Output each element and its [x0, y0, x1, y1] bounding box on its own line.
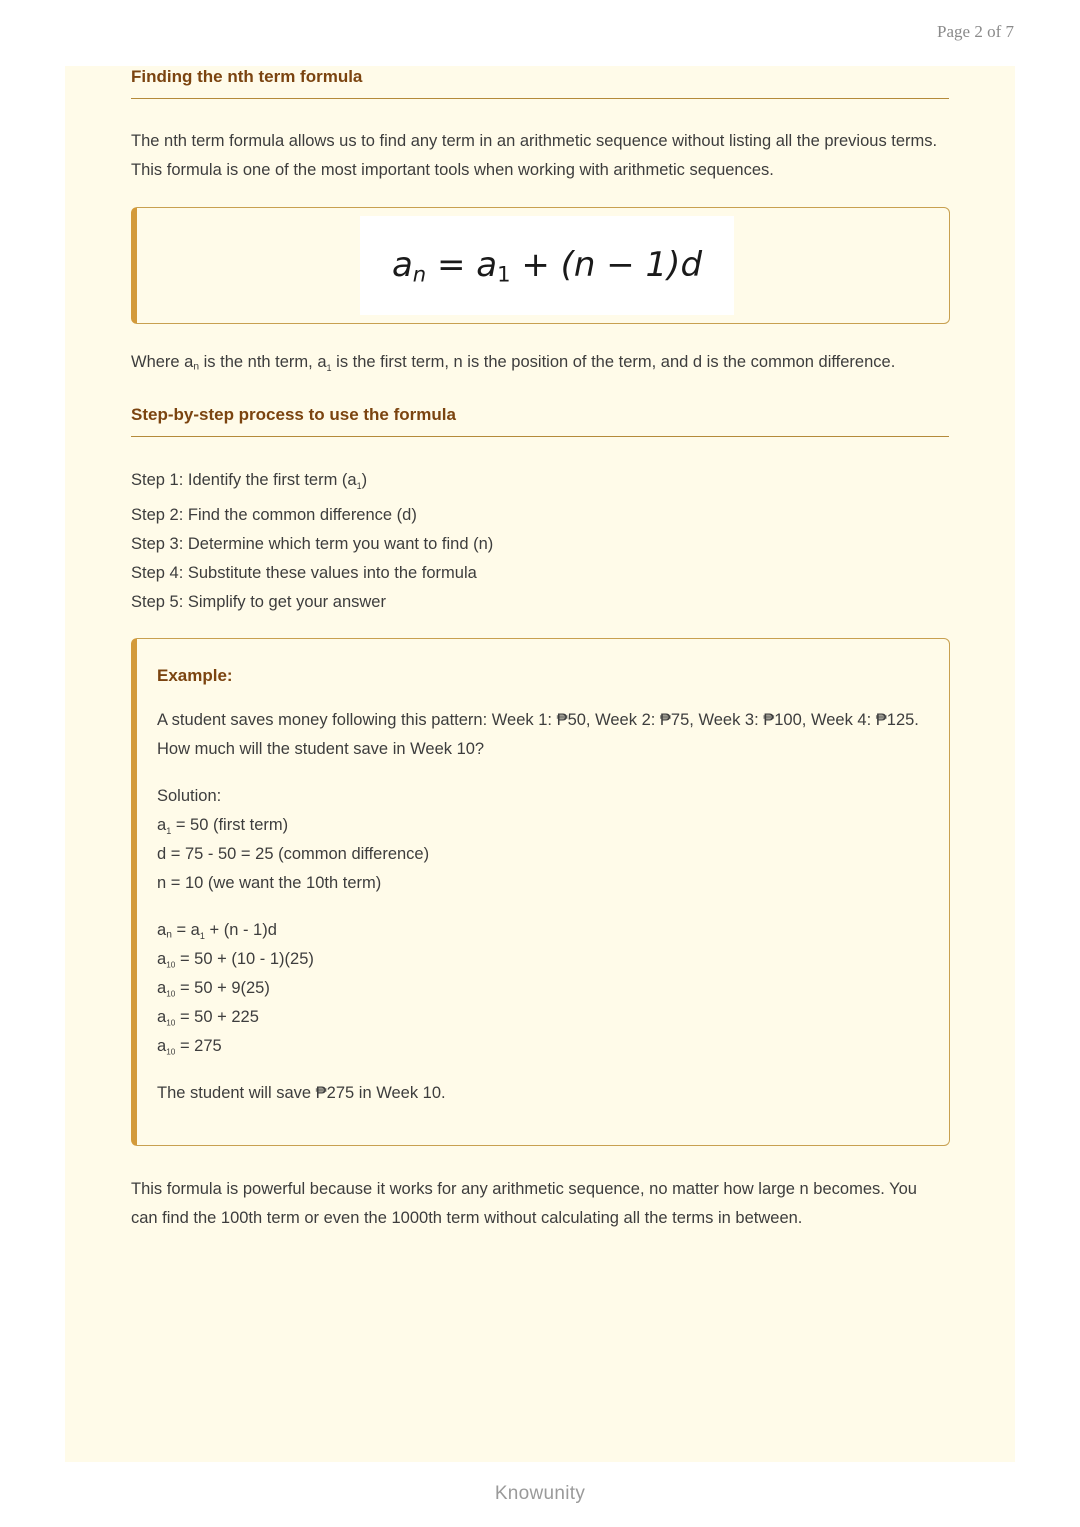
page-number: Page 2 of 7 — [937, 22, 1014, 41]
example-box — [131, 638, 950, 1146]
solution-label: Solution: — [157, 787, 222, 805]
given-values: $a_1 = 50$ (first term) d = 75 - 50 = 25 (common difference) n = 10 (we want the 10th term) — [157, 816, 430, 892]
closing-paragraph: This formula is powerful because it works for any arithmetic sequence, no matter how large n becomes. You can find the 100th term or even the 1000th term without calculating all the terms in between. — [131, 1180, 917, 1227]
formula-box — [131, 207, 950, 324]
example-problem: A student saves money following this pattern: Week 1: ₱50, Week 2: ₱75, Week 3: ₱100, Week 4: ₱125. How much will the student save in Week 10? — [157, 711, 919, 758]
worked-calculation: $a_n = a_1 + (n - 1)d$ $a_{10} = 50 + (10 - 1)(25)$ $a_{10} = 50 + 9(25)$ $a_{10} = 50 + 225$ $a_{10} = 275$ — [157, 921, 314, 1057]
heading-divider — [131, 98, 949, 99]
intro-paragraph: The nth term formula allows us to find any term in an arithmetic sequence without listing all the previous terms. This formula is one of the most important tools when working with arithmetic sequences. — [131, 132, 938, 179]
list-item: Step 3: Determine which term you want to find (n) — [131, 535, 494, 554]
example-answer: The student will save ₱275 in Week 10. — [157, 1084, 446, 1102]
nth-term-formula: $a_n = a_1 + (n - 1)d$ — [391, 244, 703, 287]
list-item: Step 2: Find the common difference (d) — [131, 506, 417, 525]
section-heading-steps: Step-by-step process to use the formula — [131, 405, 456, 424]
list-item: Step 4: Substitute these values into the formula — [131, 564, 477, 583]
example-title: Example: — [157, 666, 233, 685]
section-heading-nth-term: Finding the nth term formula — [131, 67, 363, 86]
list-item: Step 5: Simplify to get your answer — [131, 593, 386, 612]
formula-definition: Where $a_n$ is the nth term, $a_1$ is the first term, n is the position of the term, and d is the common difference. — [131, 353, 896, 374]
list-item: Step 1: Identify the first term $(a_1)$ — [131, 471, 368, 492]
formula-card — [360, 216, 734, 315]
heading-divider — [131, 436, 949, 437]
footer-brand-logo: Knowunity — [494, 1483, 586, 1504]
steps-list — [131, 466, 951, 617]
